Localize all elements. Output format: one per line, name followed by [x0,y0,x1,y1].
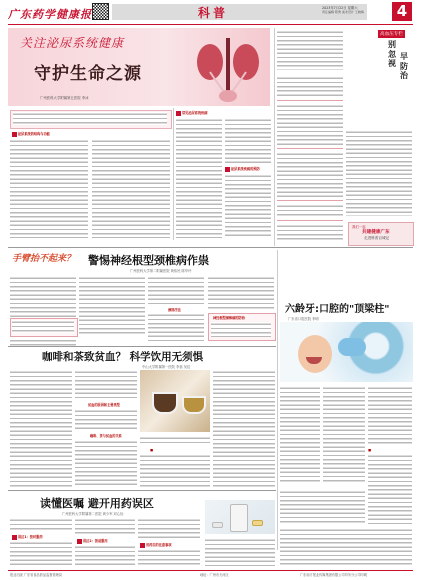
section-bullet-icon [225,167,230,172]
banner-byline: 广州医科大学附属第五医院 李冰 [40,96,89,100]
pill [212,522,223,528]
footer-right: 广东南方报业传媒集团有限公司印务分公司印刷 [300,573,367,577]
article2-byline: 广州医科大学第二附属医院 黄伟民 陈华玲 [130,269,192,273]
article4-subhead: 咖啡、茶与贫血的关系 [90,434,122,438]
article3-byline: 广东省口腔医院 李明 [288,317,319,321]
pill-bottle [230,504,248,532]
banner-subtitle: 关注泌尿系统健康 [20,36,125,50]
masthead [0,0,421,26]
section-head: 泌尿系统的结构与功能 [18,132,50,136]
article4-subhead: 贫血的原因和主要类型 [88,403,120,407]
badge-tag: 我们一起 [352,225,366,229]
section-bullet-icon [77,539,82,544]
column-label: 高血压专栏 [380,32,403,37]
article5-subhead: 误区1：按时服药 [18,535,43,539]
dentist-glove [338,338,366,356]
article5-subhead: 用药后的注意事项 [146,543,172,547]
section-bullet-icon [176,111,181,116]
kidney-illustration [190,32,266,104]
qr-code-icon [92,3,109,20]
article5-title: 读懂医嘱 避开用药误区 [40,497,154,510]
article4-title: 咖啡和茶致贫血？ 科学饮用无须惧 [42,351,204,363]
section-bullet-icon [140,543,145,548]
section-title: 科普 [198,6,229,20]
child-face [298,335,332,373]
section-head: 常见泌尿系统疾病 [182,111,208,115]
article2-title: 警惕神经根型颈椎病作祟 [88,254,209,267]
badge-sub: 走进科普百城记 [364,236,390,240]
section-bullet-icon [12,132,17,137]
date-line: 2023年7月22日 星期六 [322,6,358,10]
article3-title: 六龄牙:口腔的"顶梁柱" [285,304,390,315]
article5-subhead: 误区2：饭前服用 [83,539,108,543]
article4-byline: 中山大学附属第一医院 李蓓 吴佳 [142,365,191,369]
tea-cup [182,396,206,414]
article2-kicker: 手臂抬不起来？ [12,254,76,264]
subsection-label: ■ [150,448,154,452]
paper-name: 广东药学健康报 [8,8,92,21]
vertical-title-1: 别忽视 [388,40,396,68]
banner-title: 守护生命之源 [34,64,142,84]
badge-text: 共建健康广东 [362,230,390,235]
article2-subhead: 神经根型颈椎病的防治 [213,316,245,320]
page-number-badge: 4 [392,2,412,21]
editor-line: 责任编辑 陈勇 美术设计 王晓梅 [322,10,364,14]
article5-byline: 广州医科大学附属第二医院 黄少军 邓心怡 [62,512,124,516]
vertical-title-2: 早防治 [400,52,408,80]
section-head: 泌尿系统疾病的预防 [231,167,260,171]
footer-mid: 地址：广州市天河区 [200,573,229,577]
coffee-cup [152,392,178,414]
article2-subhead: 颈部疗法 [168,308,181,312]
section-bullet-icon [12,535,17,540]
footer-left: 报业出版 广东省食品药品监督管理局 [10,573,63,577]
pill [252,520,263,526]
